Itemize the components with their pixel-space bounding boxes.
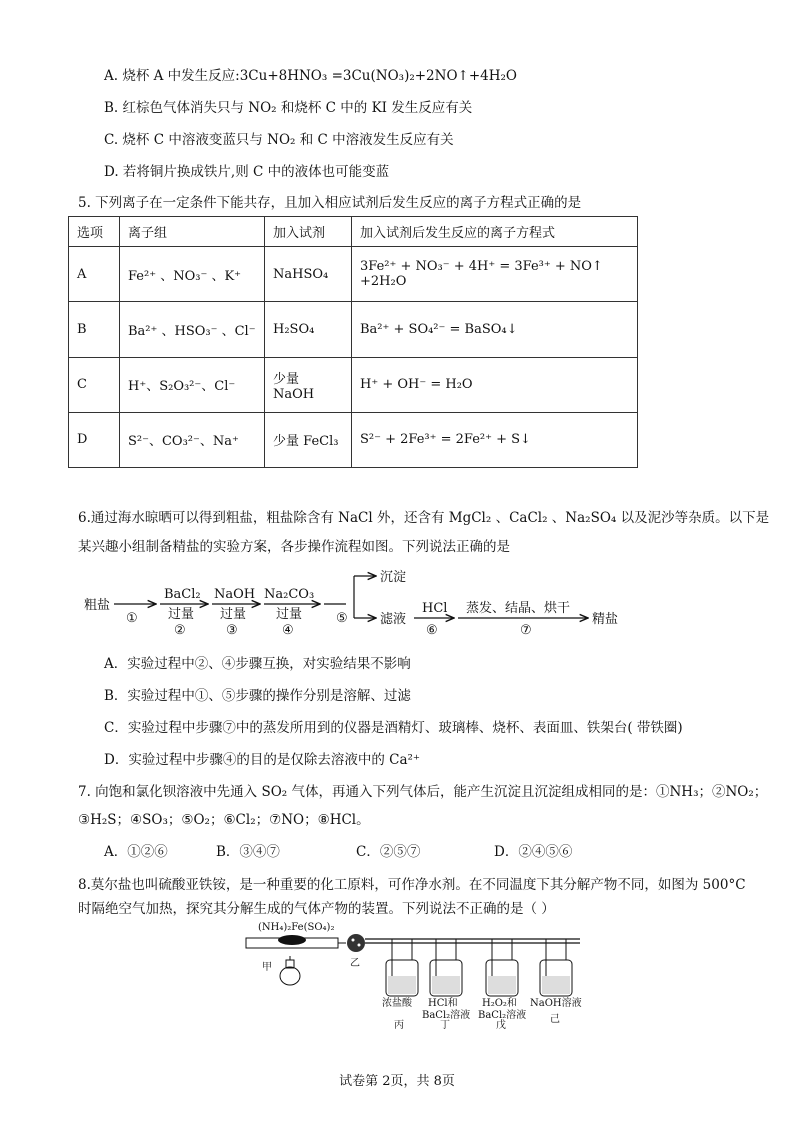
- bottle3-top: H₂O₂和: [482, 998, 517, 1009]
- q4-option-c: C. 烧杯 C 中溶液变蓝只与 NO₂ 和 C 中溶液发生反应有关: [104, 132, 454, 148]
- flow-start: 粗盐: [84, 598, 111, 613]
- bottle2-bottom: 丁: [440, 1020, 450, 1031]
- row-a-equation: 3Fe²⁺ + NO₃⁻ + 4H⁺ = 3Fe³⁺ + NO↑ +2H₂O: [352, 247, 638, 302]
- q7-option-a: A．①②⑥: [104, 844, 168, 860]
- flow-precipitate: 沉淀: [380, 570, 407, 585]
- bottle-bing: [382, 939, 418, 1031]
- row-a-ions: Fe²⁺ 、NO₃⁻ 、K⁺: [120, 247, 265, 302]
- flow-r3-top: NaOH: [214, 587, 256, 602]
- q6-option-b: B．实验过程中①、⑤步骤的操作分别是溶解、过滤: [104, 688, 411, 704]
- flow-r7-top: 蒸发、结晶、烘干: [466, 601, 571, 616]
- q8-stem-line2: 时隔绝空气加热，探究其分解生成的气体产物的装置。下列说法不正确的是（ ）: [78, 901, 555, 917]
- bottle4-top: NaOH溶液: [530, 998, 582, 1009]
- row-c-option: C: [69, 357, 120, 412]
- flow-end: 精盐: [592, 612, 619, 627]
- flow-n4: ④: [282, 623, 294, 638]
- row-d-option: D: [69, 412, 120, 467]
- q4-option-a: A. 烧杯 A 中发生反应:3Cu+8HNO₃ =3Cu(NO₃)₂+2NO↑+4H₂O: [104, 68, 517, 84]
- row-d-ions: S²⁻、CO₃²⁻、Na⁺: [120, 412, 265, 467]
- row-a-option: A: [69, 247, 120, 302]
- q4-option-b: B. 红棕色气体消失只与 NO₂ 和烧杯 C 中的 KI 发生反应有关: [104, 100, 473, 116]
- q7-stem-line1: 7. 向饱和氯化钡溶液中先通入 SO₂ 气体，再通入下列气体后，能产生沉淀且沉淀组成相同的是：①NH₃；②NO₂；: [78, 784, 768, 800]
- q7-option-c: C．②⑤⑦: [356, 844, 421, 860]
- q8-stem-line1: 8.莫尔盐也叫硫酸亚铁铵，是一种重要的化工原料，可作净水剂。在不同温度下其分解产物不同，如图为 500°C: [78, 877, 746, 893]
- flow-step1: ①: [126, 611, 138, 626]
- q5-table: [68, 216, 638, 468]
- table-row: [69, 247, 638, 302]
- row-d-equation: S²⁻ + 2Fe³⁺ = 2Fe²⁺ + S↓: [352, 412, 638, 467]
- flow-n5: ⑤: [336, 611, 348, 626]
- bottle3-bottom: 戊: [496, 1020, 506, 1031]
- header-reagent: 加入试剂: [265, 217, 352, 247]
- q7-option-d: D．②④⑤⑥: [494, 844, 573, 860]
- bottle4-bottom: 己: [550, 1014, 560, 1025]
- page-footer: 试卷第 2页，共 8页: [339, 1074, 455, 1089]
- bottle-ding: [422, 939, 470, 1031]
- row-d-reagent: 少量 FeCl₃: [265, 412, 352, 467]
- flow-r3-bottom: 过量: [220, 607, 247, 622]
- row-b-reagent: H₂SO₄: [265, 302, 352, 357]
- bottle1-bottom: 丙: [394, 1020, 404, 1031]
- bottle2-mid: BaCl₂溶液: [422, 1010, 471, 1021]
- row-b-equation: Ba²⁺ + SO₄²⁻ = BaSO₄↓: [352, 302, 638, 357]
- flow-r4-top: Na₂CO₃: [264, 587, 315, 602]
- flow-r2-top: BaCl₂: [164, 587, 201, 602]
- table-row: [69, 357, 638, 412]
- flow-r2-bottom: 过量: [168, 607, 195, 622]
- apparatus-compound: (NH₄)₂Fe(SO₄)₂: [258, 922, 335, 933]
- bottle1-top: 浓盐酸: [382, 998, 412, 1009]
- flow-r6-top: HCl: [422, 601, 448, 616]
- table-header-row: [69, 217, 638, 247]
- q6-stem-line2: 某兴趣小组制备精盐的实验方案，各步操作流程如图。下列说法正确的是: [78, 539, 510, 555]
- header-ions: 离子组: [120, 217, 265, 247]
- row-c-ions: H⁺、S₂O₃²⁻、Cl⁻: [120, 357, 265, 412]
- q6-option-a: A．实验过程中②、④步骤互换，对实验结果不影响: [104, 656, 411, 672]
- header-option: 选项: [69, 217, 120, 247]
- apparatus-jia: 甲: [262, 962, 272, 973]
- bottle-ji: [530, 939, 582, 1025]
- table-row: [69, 412, 638, 467]
- q5-stem: 5. 下列离子在一定条件下能共存，且加入相应试剂后发生反应的离子方程式正确的是: [78, 195, 582, 211]
- row-a-reagent: NaHSO₄: [265, 247, 352, 302]
- bottle2-top: HCl和: [428, 998, 458, 1009]
- q8-apparatus-diagram: [240, 920, 620, 1032]
- row-b-ions: Ba²⁺ 、HSO₃⁻ 、Cl⁻: [120, 302, 265, 357]
- flow-n6: ⑥: [426, 623, 438, 638]
- q7-option-b: B．③④⑦: [216, 844, 280, 860]
- q6-option-c: C．实验过程中步骤⑦中的蒸发所用到的仪器是酒精灯、玻璃棒、烧杯、表面皿、铁架台( 带铁圈): [104, 720, 683, 736]
- flow-n3: ③: [226, 623, 238, 638]
- flow-n7: ⑦: [520, 623, 532, 638]
- flow-r4-bottom: 过量: [276, 607, 303, 622]
- apparatus-yi: 乙: [350, 958, 360, 969]
- flow-n2: ②: [174, 623, 186, 638]
- flow-filtrate: 滤液: [380, 612, 407, 627]
- bottle3-mid: BaCl₂溶液: [478, 1010, 527, 1021]
- table-row: [69, 302, 638, 357]
- q6-option-d: D．实验过程中步骤④的目的是仅除去溶液中的 Ca²⁺: [104, 752, 421, 768]
- q6-flow-diagram: [80, 568, 680, 638]
- q4-option-d: D. 若将铜片换成铁片,则 C 中的液体也可能变蓝: [104, 164, 390, 180]
- row-c-reagent: 少量 NaOH: [265, 357, 352, 412]
- q6-stem-line1: 6.通过海水晾晒可以得到粗盐，粗盐除含有 NaCl 外，还含有 MgCl₂ 、CaCl₂ 、Na₂SO₄ 以及泥沙等杂质。以下是: [78, 510, 770, 526]
- row-b-option: B: [69, 302, 120, 357]
- bottle-wu: [478, 939, 526, 1031]
- row-c-equation: H⁺ + OH⁻ = H₂O: [352, 357, 638, 412]
- header-equation: 加入试剂后发生反应的离子方程式: [352, 217, 638, 247]
- q7-stem-line2: ③H₂S；④SO₃；⑤O₂；⑥Cl₂；⑦NO；⑧HCl。: [78, 812, 370, 828]
